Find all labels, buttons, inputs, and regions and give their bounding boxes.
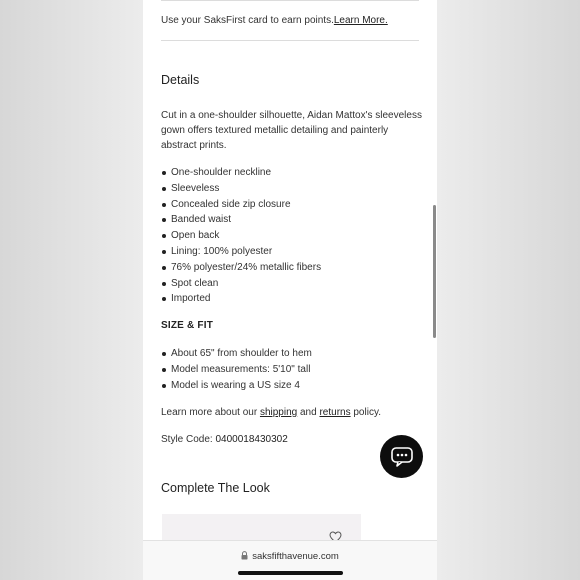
list-item: Lining: 100% polyester	[161, 244, 423, 260]
policy-and: and	[297, 407, 320, 418]
returns-link[interactable]: returns	[319, 407, 351, 418]
list-item: Concealed side zip closure	[161, 197, 423, 213]
style-code-label: Style Code:	[161, 434, 213, 445]
chat-bubble-icon	[390, 446, 414, 468]
style-code	[161, 434, 288, 445]
chat-button[interactable]	[380, 435, 423, 478]
list-item: About 65" from shoulder to hem	[161, 346, 423, 362]
policy-prefix: Learn more about our	[161, 407, 260, 418]
browser-address-bar[interactable]	[143, 540, 437, 580]
shipping-link[interactable]: shipping	[259, 407, 298, 418]
lock-icon	[241, 551, 248, 560]
list-item: Model measurements: 5'10" tall	[161, 362, 423, 378]
divider	[161, 40, 419, 41]
list-item: Open back	[161, 228, 423, 244]
policy-suffix: policy.	[350, 407, 381, 418]
learn-more-link[interactable]: Learn More.	[333, 15, 388, 26]
list-item: Model is wearing a US size 4	[161, 378, 423, 394]
list-item: One-shoulder neckline	[161, 165, 423, 181]
size-fit-list	[161, 346, 423, 393]
scrollbar[interactable]	[433, 205, 436, 338]
list-item: Spot clean	[161, 276, 423, 292]
background-left	[0, 0, 143, 580]
list-item: Sleeveless	[161, 181, 423, 197]
divider	[161, 0, 419, 1]
list-item: 76% polyester/24% metallic fibers	[161, 260, 423, 276]
feature-list	[161, 165, 423, 307]
complete-the-look-heading: Complete The Look	[161, 481, 270, 495]
home-indicator[interactable]	[238, 571, 343, 575]
mobile-screen	[143, 0, 437, 580]
style-code-value: 0400018430302	[215, 434, 288, 445]
details-heading: Details	[161, 73, 200, 87]
promo-text: Use your SaksFirst card to earn points.	[161, 15, 334, 26]
policy-text	[161, 407, 381, 418]
saksfirst-promo	[161, 15, 388, 26]
list-item: Banded waist	[161, 212, 423, 228]
product-description: Cut in a one-shoulder silhouette, Aidan Mattox's sleeveless gown offers textured metallic detailing and painterly abstract prints.	[161, 110, 422, 151]
url-text: saksfifthavenue.com	[252, 551, 339, 562]
url-display[interactable]	[143, 551, 437, 562]
size-fit-heading: SIZE & FIT	[161, 320, 213, 331]
background-right	[437, 0, 580, 580]
list-item: Imported	[161, 291, 423, 307]
